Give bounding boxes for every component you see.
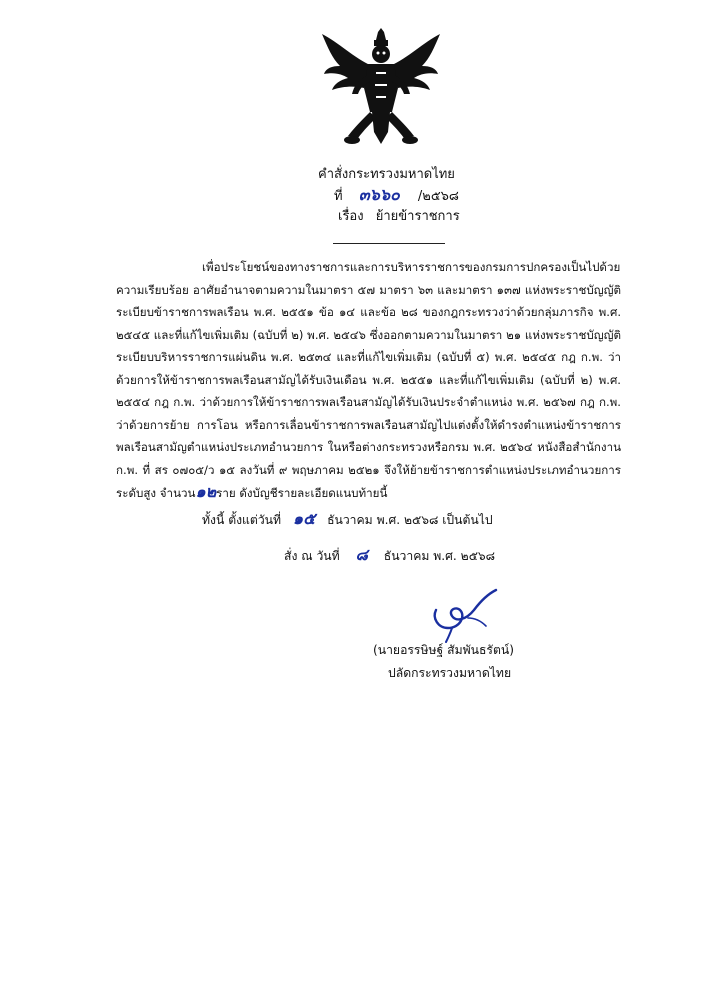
- order-title: คำสั่งกระทรวงมหาดไทย: [318, 167, 455, 182]
- header-divider: [333, 243, 445, 244]
- body-text-end: ราย ดังบัญชีรายละเอียดแนบท้ายนี้: [216, 486, 388, 500]
- subject-text: ย้ายข้าราชการ: [375, 209, 460, 224]
- effective-prefix: ทั้งนี้ ตั้งแต่วันที่: [202, 513, 282, 527]
- body-text-main: เพื่อประโยชน์ของทางราชการและการบริหารราชการของกรมการปกครองเป็นไปด้วยความเรียบร้อย อาศัยอำนาจตามความในมาตรา ๕๗ มาตรา ๖๓ และมาตรา ๑๓๗ แห่งพระราชบัญญัติระเบียบข้าราชการพลเรือน พ.ศ. ๒๕๕๑ ข้อ ๑๔ และข้อ ๒๘ ของกฎกระทรวงว่าด้วยกลุ่มภารกิจ พ.ศ. ๒๕๔๕ และที่แก้ไขเพิ่มเติม (ฉบับที่ ๒) พ.ศ. ๒๕๔๖ ซึ่งออกตามความในมาตรา ๒๑ แห่งพระราชบัญญัติระเบียบบริหารราชการแผ่นดิน พ.ศ. ๒๕๓๔ และที่แก้ไขเพิ่มเติม (ฉบับที่ ๕) พ.ศ. ๒๕๔๕ กฎ ก.พ. ว่าด้วยการให้ข้าราชการพลเรือนสามัญได้รับเงินเดือน พ.ศ. ๒๕๕๑ และที่แก้ไขเพิ่มเติม (ฉบับที่ ๒) พ.ศ. ๒๕๕๔ กฎ ก.พ. ว่าด้วยการให้ข้าราชการพลเรือนสามัญได้รับเงินประจำตำแหน่ง พ.ศ. ๒๕๖๗ กฎ ก.พ. ว่าด้วยการย้าย การโอน หรือการเลื่อนข้าราชการพลเรือนสามัญไปแต่งตั้งให้ดำรงตำแหน่งข้าราชการพลเรือนสามัญตำแหน่งประเภทอำนวยการ ในหรือต่างกระทรวงหรือกรม พ.ศ. ๒๕๖๔ หนังสือสำนักงาน ก.พ. ที่ สร ๐๗๐๕/ว ๑๕ ลงวันที่ ๙ พฤษภาคม ๒๕๒๑ จึงให้ย้ายข้าราชการตำแหน่งประเภทอำนวยการ ระดับสูง จำนวน: [116, 260, 621, 500]
- number-label: ที่: [334, 189, 343, 204]
- order-number-line: [334, 186, 459, 206]
- subject-label: เรื่อง: [338, 209, 364, 224]
- signer-name: (นายอรรษิษฐ์ สัมพันธรัตน์): [373, 643, 514, 657]
- effective-date-line: [202, 510, 493, 529]
- ordered-date-line: [284, 546, 495, 565]
- handwritten-order-number: ๓๖๖๐: [358, 185, 400, 204]
- subject-line: [338, 208, 460, 226]
- handwritten-effective-day: ๑๕: [292, 509, 316, 528]
- ordered-suffix: ธันวาคม พ.ศ. ๒๕๖๘: [383, 549, 496, 563]
- handwritten-count: ๑๒: [195, 482, 217, 501]
- ordered-prefix: สั่ง ณ วันที่: [284, 549, 340, 563]
- garuda-emblem-icon: [318, 28, 444, 152]
- handwritten-ordered-day: ๘: [355, 545, 368, 564]
- body-paragraph: [116, 256, 621, 505]
- handwritten-signature: [426, 588, 500, 644]
- signer-position: ปลัดกระทรวงมหาดไทย: [388, 666, 512, 680]
- effective-suffix: ธันวาคม พ.ศ. ๒๕๖๘ เป็นต้นไป: [327, 513, 493, 527]
- number-suffix: /๒๕๖๘: [417, 189, 459, 204]
